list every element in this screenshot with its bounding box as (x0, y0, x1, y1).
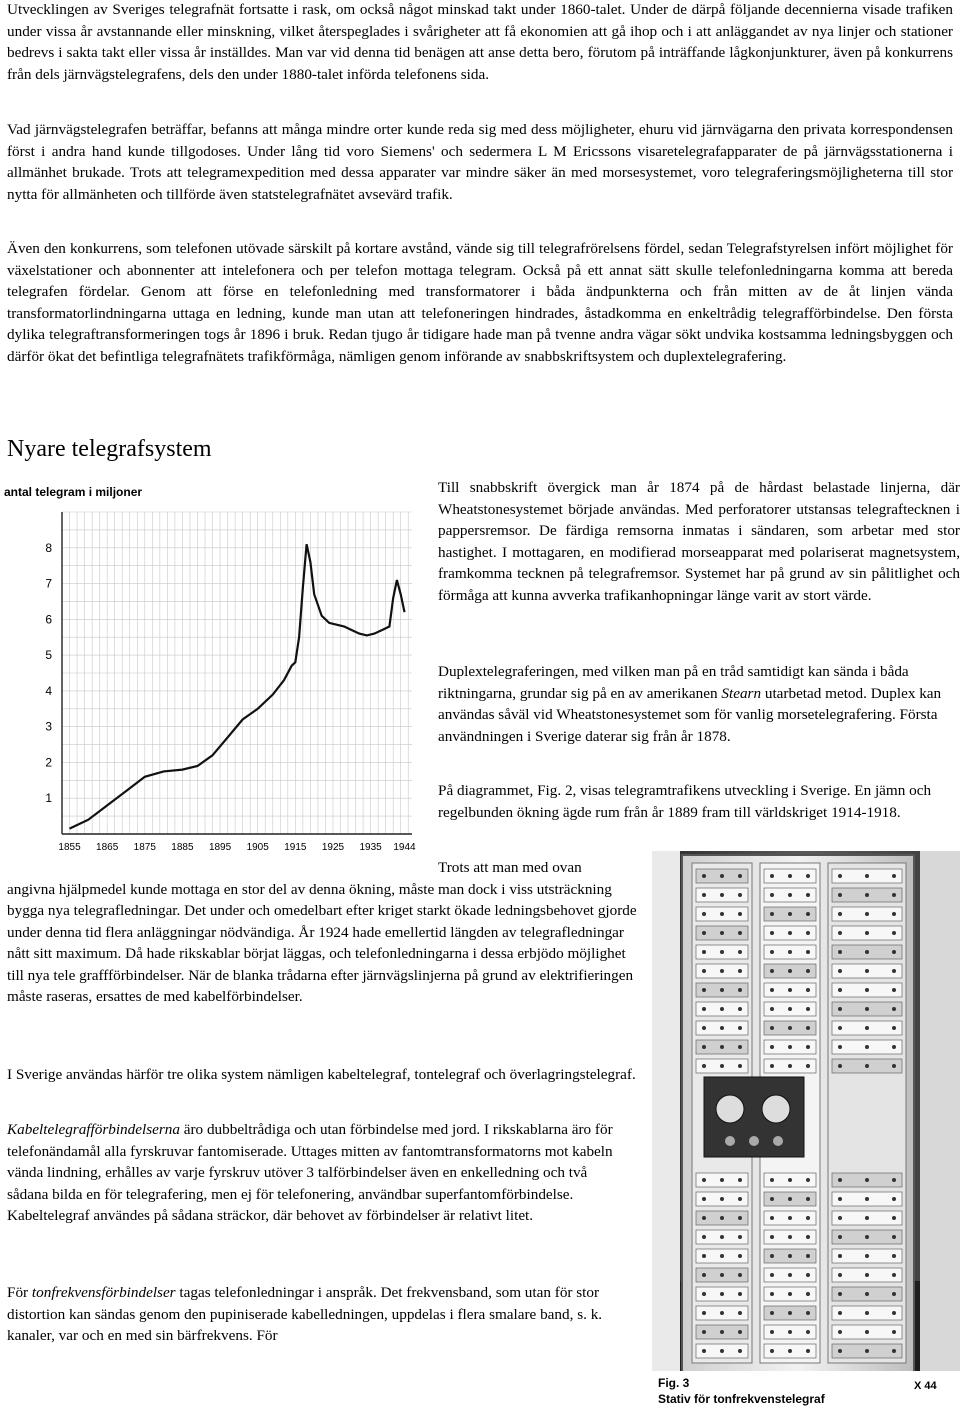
rack-knob (892, 912, 896, 916)
y-tick-label: 8 (45, 540, 52, 555)
telegraph-rack-photo (652, 851, 960, 1409)
rack-knob (720, 1254, 724, 1258)
rack-knob (738, 988, 742, 992)
rack-knob (720, 1216, 724, 1220)
rack-knob (738, 1197, 742, 1201)
rack-knob (806, 1235, 810, 1239)
rack-knob (770, 1064, 774, 1068)
rack-knob (806, 874, 810, 878)
rack-knob (738, 1235, 742, 1239)
duplex-text-start: Duplextelegraferingen, med vilken man på en tråd samtidigt kan sända i båda riktningarna, grundar sig på en av amerikanen (438, 663, 909, 702)
rack-knob (806, 1311, 810, 1315)
rack-knob (702, 893, 706, 897)
rack-knob (738, 1007, 742, 1011)
rack-knob (788, 931, 792, 935)
x-tick-label: 1925 (321, 842, 345, 853)
rack-knob (770, 1045, 774, 1049)
x-tick-label: 1935 (359, 842, 382, 853)
rack-knob (838, 912, 842, 916)
rack-knob (788, 1254, 792, 1258)
rack-knob (720, 969, 724, 973)
rack-knob (838, 893, 842, 897)
figure3-caption: Stativ för tonfrekvenstelegraf (658, 1392, 825, 1406)
rack-knob (702, 1007, 706, 1011)
rack-knob (838, 1045, 842, 1049)
rack-knob (702, 1254, 706, 1258)
rack-knob (806, 1045, 810, 1049)
rack-knob (738, 1330, 742, 1334)
rack-knob (720, 1026, 724, 1030)
rack-knob (838, 950, 842, 954)
x-tick-label: 1895 (208, 842, 232, 853)
rack-knob (720, 893, 724, 897)
rack-knob (720, 1064, 724, 1068)
rack-knob (770, 1273, 774, 1277)
rack-knob (788, 1178, 792, 1182)
rack-knob (788, 1311, 792, 1315)
new-lines-text: angivna hjälpmedel kunde mottaga en stor del av denna ökning, måste man dock i viss utsträckning bygga nya telegrafledningar. Det under och omedelbart efter kriget starkt ökade ledningsbehovet gjorde under denna tid flera anläggningar nödvändiga. År 1924 hade emellertid längden av telegrafledningar nått sitt maximum. Då hade rikskablar börjat läggas, och telefonledningarna i dessa erbjödo möjlighet till nya tele graffförbindelser. När de blanka trådarna efter järnvägslinjerna på grund av elektrifieringen måste raseras, ersattes de med kabelförbindelser. (7, 880, 637, 1005)
rack-knob (738, 969, 742, 973)
rack-knob (865, 1178, 869, 1182)
x-tick-label: 1905 (246, 842, 269, 853)
x-tick-label: 1944 (393, 842, 416, 853)
paragraph-wheatstone: Till snabbskrift övergick man år 1874 på de hårdast belastade linjerna, där Wheatstonesystemet började användas. Med perforatorer utstansas telegraftecknen i pappersremsor. De färdiga remsorna inmatas i sändaren, som arbetar med stor hastighet. I mottagaren, en modifierad morseapparat med polariserat magnetsystem, framkomma tecknen på telegrafremsor. Systemet har på grund av sin pålitlighet och förmåga att kunna avverka trafikanhopningar länge varit av stort värde. (438, 479, 960, 604)
rack-knob (865, 1197, 869, 1201)
chart-x-ticks (58, 842, 416, 853)
rack-knob (770, 1292, 774, 1296)
rack-knob (738, 1254, 742, 1258)
rack-knob (806, 1330, 810, 1334)
rack-knob (892, 1064, 896, 1068)
rack-knob (770, 1254, 774, 1258)
rack-knob (892, 1197, 896, 1201)
rack-knob (806, 1026, 810, 1030)
rack-knob (865, 1273, 869, 1277)
rack-knob (738, 931, 742, 935)
rack-knob (892, 1178, 896, 1182)
rack-knob (806, 988, 810, 992)
rack-knob (770, 1026, 774, 1030)
rack-knob (770, 1349, 774, 1353)
rack-knob (702, 1235, 706, 1239)
rack-knob (892, 1045, 896, 1049)
rack-knob (838, 1311, 842, 1315)
rack-knob (738, 1273, 742, 1277)
y-tick-label: 5 (45, 648, 52, 663)
rack-knob (806, 931, 810, 935)
rack-knob (838, 931, 842, 935)
rack-knob (738, 1349, 742, 1353)
rack-knob (702, 1026, 706, 1030)
rack-knob (770, 931, 774, 935)
chart-y-ticks (45, 541, 52, 805)
rack-knob (738, 893, 742, 897)
rack-knob (720, 950, 724, 954)
y-tick-label: 4 (45, 683, 52, 698)
paragraph-telephone-competition: Även den konkurrens, som telefonen utövade särskilt på kortare avstånd, vände sig till telegrafrörelsens fördel, sedan Telegrafstyrelsen infört möjlighet för växelstationer och abonnenter att intelefonera och per telefon mottaga telegram. Också på ett annat sätt skulle telefonledningarna komma att bereda telegrafen fördelar. Genom att förse en telefonledning med transformatorer i båda ändpunkterna och från mitten av de åt linjen vända transformatorlindningarna uttaga en ledning, kunde man utan att telefoneringen hindrades, åstadkomma en enkeltrådig telegrafförbindelse. Den första dylika telegraftransformeringen togs år 1896 i bruk. Redan tjugo år tidigare hade man på tvenne andra vägar sökt undvika kostsamma ledningsbyggen och därför ökat det befintliga telegrafnätets trafikförmåga, nämligen genom införande av snabbskriftsystem och duplextelegrafering. (7, 240, 953, 365)
rack-knob (738, 1216, 742, 1220)
rack-knob (838, 1007, 842, 1011)
rack-knob (702, 1330, 706, 1334)
rack-knob (788, 1349, 792, 1353)
y-tick-label: 6 (45, 612, 52, 627)
rack-knob (702, 969, 706, 973)
tone-frequency-text: tagas telefonledningar i anspråk. Det frekvensband, som utan för stor distortion kan sändas genom den pupiniserade kabelledningen, uppdelas i flera smalare band, s. k. kanaler, var och en med sin bärfrekvens. För (7, 1284, 603, 1344)
chart-grid (62, 512, 412, 834)
rack-knob (892, 1330, 896, 1334)
stearn-name: Stearn (721, 684, 762, 702)
rack-knob (838, 969, 842, 973)
rack-knob (770, 988, 774, 992)
paragraph-telegraph-expansion: Utvecklingen av Sveriges telegrafnät fortsatte i rask, om också något minskad takt under 1860-talet. Under de därpå följande decennierna visade trafiken under vissa år avstannande eller minskning, vilket återspeglades i svårigheter att få ekonomien att gå ihop och i att anläggandet av nya linjer och stationer bedrevs i sakta takt eller vissa år inställdes. Man var vid denna tid benägen att anse detta bero, förutom på inträffande lågkonjunkturer, även på konkurrens från dels järnvägstelegrafens, dels den under 1880-talet införda telefonens sida. (7, 1, 953, 83)
rack-knob (720, 1178, 724, 1182)
rack-knob (702, 1045, 706, 1049)
rack-knob (865, 912, 869, 916)
rack-knob (838, 1292, 842, 1296)
rack-knob (892, 1349, 896, 1353)
rack-knob (788, 1045, 792, 1049)
paragraph-three-systems: I Sverige användas härför tre olika system nämligen kabeltelegraf, tontelegraf och överlagringstelegraf. (7, 1066, 636, 1083)
rack-knob (770, 969, 774, 973)
y-tick-label: 7 (45, 576, 52, 591)
cable-telegraph-text: äro dubbeltrådiga och utan förbindelse med jord. I rikskablarna äro för telefonändamål alla fyrskruvar fantomiserade. Uttages mitten av fantomtransformatorns mot kabeln vända lindning, erhålles av varje fyrskruv utöver 3 talförbindelser även en enkelledning och två sådana bilda en för telegrafering, men ej för telefonering, användbar superfantomförbindelse. Kabeltelegraf användes på sådana sträckor, där behovet av förbindelser är relativt litet. (7, 1121, 613, 1224)
section-heading: Nyare telegrafsystem (7, 436, 212, 462)
rack-knob (788, 1026, 792, 1030)
paragraph-railway-telegraph: Vad järnvägstelegrafen beträffar, befanns att många mindre orter kunde reda sig med dess möjligheter, ehuru vid järnvägarna den privata korrespondensen först i andra hand kunde tillgodoses. Under lång tid voro Siemens' och sedermera L M Ericssons visaretelegrafapparater de på järnvägsstationerna i allmänhet brukade. Trots att telegramexpedition med dessa apparater var mindre säker än med morsesystemet, voro telegraferingsmöjligheterna till stor nytta för allmänheten och tillförde även statstelegrafnätet avsevärd trafik. (7, 121, 953, 203)
chart-series-line (70, 544, 405, 828)
rack-knob (738, 950, 742, 954)
rack-knob (702, 1064, 706, 1068)
rack-knob (892, 931, 896, 935)
rack-knob (838, 1216, 842, 1220)
rack-knob (892, 1311, 896, 1315)
rack-knob (806, 1064, 810, 1068)
rack-knob (838, 1330, 842, 1334)
rack-knob (770, 1197, 774, 1201)
rack-knob (865, 1026, 869, 1030)
rack-knob (720, 1292, 724, 1296)
rack-panel-meters (704, 1077, 804, 1157)
rack-knob (892, 969, 896, 973)
rack-knob (770, 1235, 774, 1239)
rack-knob (806, 1273, 810, 1277)
telegram-traffic-chart (0, 482, 424, 858)
rack-knob (865, 1311, 869, 1315)
rack-knob (892, 893, 896, 897)
rack-knob (702, 1197, 706, 1201)
rack-knob (770, 1311, 774, 1315)
rack-knob (892, 1216, 896, 1220)
rack-knob (702, 1311, 706, 1315)
rack-knob (738, 1178, 742, 1182)
tone-frequency-term: tonfrekvensförbindelser (31, 1284, 176, 1301)
paragraph-duplex (438, 661, 943, 747)
rack-knob (865, 1330, 869, 1334)
rack-knob (865, 1064, 869, 1068)
rack-knob (865, 1292, 869, 1296)
x-tick-label: 1855 (58, 842, 81, 853)
rack-knob (806, 1007, 810, 1011)
rack-knob (788, 1197, 792, 1201)
rack-knob (738, 1311, 742, 1315)
paragraph-tone-frequency (7, 1282, 625, 1347)
rack-knob (788, 874, 792, 878)
rack-knob (838, 1273, 842, 1277)
rack-knob (770, 1007, 774, 1011)
x-tick-label: 1865 (96, 842, 119, 853)
rack-knob (865, 1045, 869, 1049)
rack-knob (806, 1197, 810, 1201)
rack-knob (720, 1311, 724, 1315)
rack-knob (770, 950, 774, 954)
rack-knob (892, 1026, 896, 1030)
rack-knob (788, 988, 792, 992)
rack-knob (892, 950, 896, 954)
rack-knob (720, 1349, 724, 1353)
rack-knob (892, 988, 896, 992)
rack-knob (702, 1216, 706, 1220)
rack-knob (788, 893, 792, 897)
x-tick-label: 1875 (133, 842, 156, 853)
rack-knob (838, 1235, 842, 1239)
figure3-code: X 44 (914, 1380, 937, 1392)
rack-knob (788, 1330, 792, 1334)
rack-knob (838, 988, 842, 992)
rack-knob (806, 912, 810, 916)
rack-knob (892, 1254, 896, 1258)
rack-knob (788, 1235, 792, 1239)
rack-knob (720, 1330, 724, 1334)
rack-knob (770, 893, 774, 897)
rack-knob (865, 1216, 869, 1220)
new-lines-first-line: Trots att man med ovan (438, 859, 582, 876)
tone-frequency-prefix: För (7, 1284, 32, 1301)
rack-knob (770, 912, 774, 916)
rack-knob (702, 931, 706, 935)
rack-knob (865, 931, 869, 935)
chart-title: antal telegram i miljoner (4, 485, 143, 499)
rack-knob (865, 969, 869, 973)
duplex-text-end: utarbetad metod. Duplex kan användas såväl vid Wheatstonesystemet som för vanlig morsetelegrafering. Första användningen i Sverige daterar sig från år 1878. (438, 684, 942, 745)
rack-knob (738, 1292, 742, 1296)
rack-knob (806, 1178, 810, 1182)
rack-knob (838, 874, 842, 878)
rack-knob (892, 1007, 896, 1011)
rack-knob (865, 950, 869, 954)
rack-knob (838, 1254, 842, 1258)
rack-knob (702, 1273, 706, 1277)
rack-knob (720, 1007, 724, 1011)
x-tick-label: 1885 (171, 842, 194, 853)
rack-knob (738, 1064, 742, 1068)
rack-knob (788, 912, 792, 916)
rack-knob (720, 931, 724, 935)
rack-knob (806, 1216, 810, 1220)
rack-knob (838, 1349, 842, 1353)
rack-knob (702, 912, 706, 916)
rack-knob (702, 988, 706, 992)
rack-knob (865, 893, 869, 897)
rack-knob (720, 1197, 724, 1201)
rack-knob (738, 874, 742, 878)
rack-knob (770, 1330, 774, 1334)
rack-knob (770, 874, 774, 878)
rack-knob (806, 1292, 810, 1296)
rack-knob (788, 1273, 792, 1277)
y-tick-label: 3 (45, 719, 52, 734)
rack-knob (702, 1178, 706, 1182)
rack-knob (720, 1273, 724, 1277)
rack-knob (702, 1349, 706, 1353)
rack-knob (788, 1064, 792, 1068)
rack-knob (865, 1254, 869, 1258)
rack-knob (738, 912, 742, 916)
rack-knob (702, 874, 706, 878)
rack-knob (720, 988, 724, 992)
rack-knob (788, 1216, 792, 1220)
rack-knob (770, 1178, 774, 1182)
rack-knob (806, 893, 810, 897)
paragraph-new-lines (7, 857, 639, 1008)
rack-knob (806, 969, 810, 973)
rack-knob (865, 1235, 869, 1239)
rack-knob (788, 1007, 792, 1011)
rack-knob (838, 1064, 842, 1068)
y-tick-label: 1 (45, 791, 52, 806)
figure3-label: Fig. 3 (658, 1376, 690, 1390)
rack-knob (892, 1292, 896, 1296)
rack-knob (806, 1349, 810, 1353)
rack-knob (720, 912, 724, 916)
rack-knob (865, 1007, 869, 1011)
paragraph-diagram-reference: På diagrammet, Fig. 2, visas telegramtrafikens utveckling i Sverige. En jämn och regelbunden ökning ägde rum från år 1889 fram till världskriget 1914-1918. (438, 782, 932, 821)
rack-knob (892, 1273, 896, 1277)
rack-knob (720, 1045, 724, 1049)
rack-knob (806, 1254, 810, 1258)
rack-knob (838, 1197, 842, 1201)
rack-knob (788, 969, 792, 973)
rack-knob (865, 988, 869, 992)
x-tick-label: 1915 (284, 842, 307, 853)
rack-knob (738, 1026, 742, 1030)
rack-knob (806, 950, 810, 954)
rack-knob (702, 950, 706, 954)
rack-knob (838, 1026, 842, 1030)
rack-knob (702, 1292, 706, 1296)
cable-telegraph-term: Kabeltelegrafförbindelserna (7, 1121, 180, 1138)
rack-knob (770, 1216, 774, 1220)
rack-knob (892, 1235, 896, 1239)
rack-knob (838, 1178, 842, 1182)
y-tick-label: 2 (45, 755, 52, 770)
rack-knob (788, 950, 792, 954)
rack-knob (865, 874, 869, 878)
rack-knob (738, 1045, 742, 1049)
rack-knob (865, 1349, 869, 1353)
rack-knob (788, 1292, 792, 1296)
rack-knob (720, 1235, 724, 1239)
rack-knob (892, 874, 896, 878)
rack-knob (720, 874, 724, 878)
paragraph-cable-telegraph (7, 1119, 625, 1227)
